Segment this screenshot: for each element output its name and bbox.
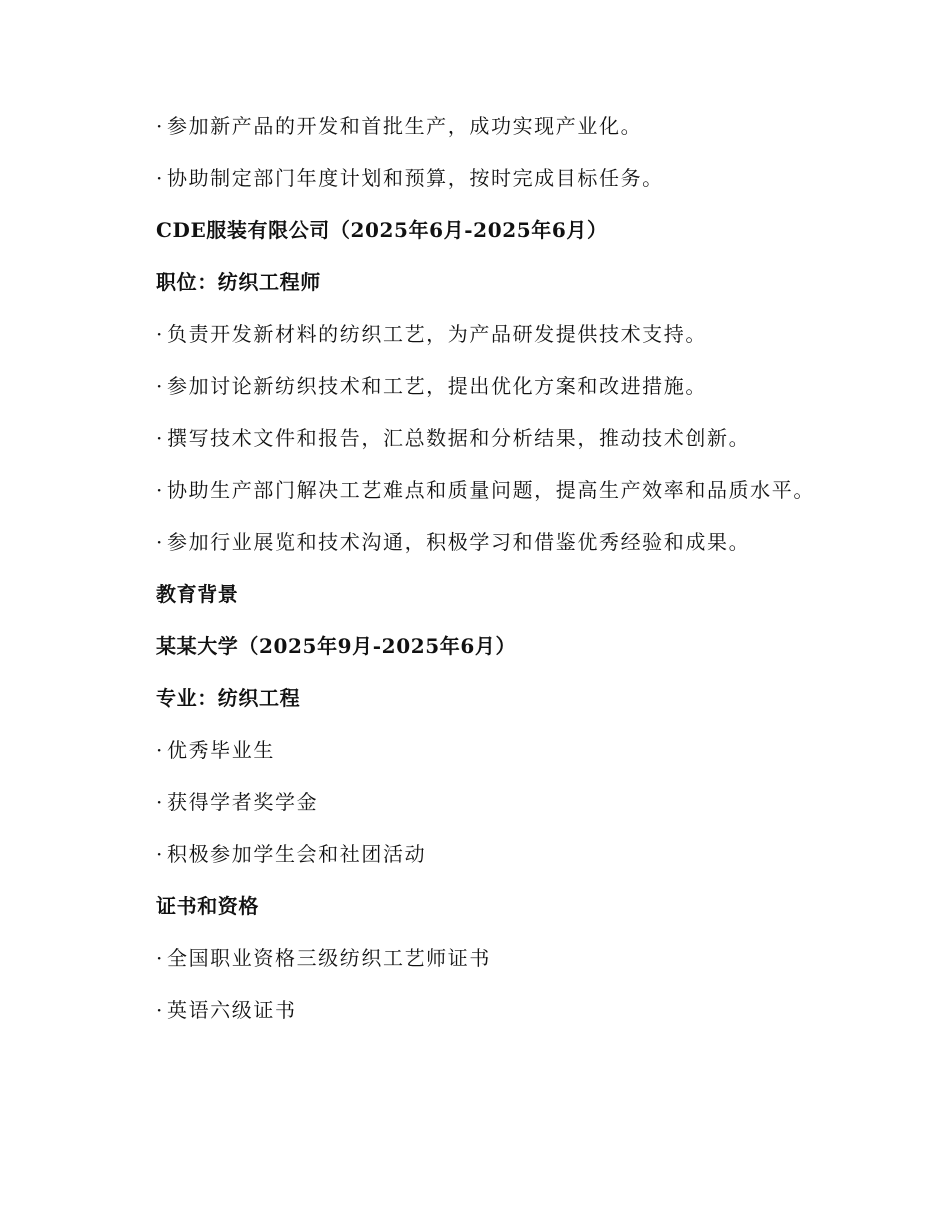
bullet-text: 参加讨论新纺织技术和工艺，提出优化方案和改进措施。: [166, 374, 707, 398]
bullet-text: 撰写技术文件和报告，汇总数据和分析结果，推动技术创新。: [166, 426, 751, 450]
bullet-text: 负责开发新材料的纺织工艺，为产品研发提供技术支持。: [166, 322, 707, 346]
bullet-item: [156, 470, 936, 522]
major-heading: 专业：纺织工程: [156, 686, 301, 710]
bullet-marker: ·: [156, 946, 164, 970]
bullet-text: 获得学者奖学金: [166, 790, 319, 814]
bullet-text: 全国职业资格三级纺织工艺师证书: [166, 946, 491, 970]
bullet-item: [156, 730, 936, 782]
bullet-text: 参加新产品的开发和首批生产，成功实现产业化。: [166, 114, 643, 138]
bullet-text: 协助制定部门年度计划和预算，按时完成目标任务。: [166, 166, 664, 190]
bullet-marker: ·: [156, 530, 164, 554]
bullet-text: 参加行业展览和技术沟通，积极学习和借鉴优秀经验和成果。: [166, 530, 751, 554]
bullet-item: [156, 522, 936, 574]
bullet-text: 协助生产部门解决工艺难点和质量问题，提高生产效率和品质水平。: [166, 478, 815, 502]
bullet-marker: ·: [156, 790, 164, 814]
company-heading: CDE服装有限公司（2025年6月-2025年6月）: [156, 218, 608, 242]
bullet-text: 优秀毕业生: [166, 738, 275, 762]
bullet-marker: ·: [156, 374, 164, 398]
school-heading: 某某大学（2025年9月-2025年6月）: [156, 634, 517, 658]
position-heading: 职位：纺织工程师: [156, 270, 321, 294]
bullet-item: [156, 782, 936, 834]
bullet-marker: ·: [156, 842, 164, 866]
resume-page: [156, 106, 936, 1042]
bullet-item: [156, 106, 936, 158]
bullet-marker: ·: [156, 322, 164, 346]
bullet-item: [156, 418, 936, 470]
bullet-marker: ·: [156, 114, 164, 138]
bullet-marker: ·: [156, 478, 164, 502]
bullet-item: [156, 158, 936, 210]
bullet-item: [156, 834, 936, 886]
bullet-item: [156, 366, 936, 418]
bullet-marker: ·: [156, 166, 164, 190]
bullet-item: [156, 938, 936, 990]
bullet-item: [156, 990, 936, 1042]
bullet-text: 积极参加学生会和社团活动: [166, 842, 427, 866]
section-heading-certificates: 证书和资格: [156, 894, 259, 918]
section-heading-education: 教育背景: [156, 582, 239, 606]
bullet-item: [156, 314, 936, 366]
bullet-text: 英语六级证书: [166, 998, 297, 1022]
bullet-marker: ·: [156, 738, 164, 762]
bullet-marker: ·: [156, 998, 164, 1022]
bullet-marker: ·: [156, 426, 164, 450]
